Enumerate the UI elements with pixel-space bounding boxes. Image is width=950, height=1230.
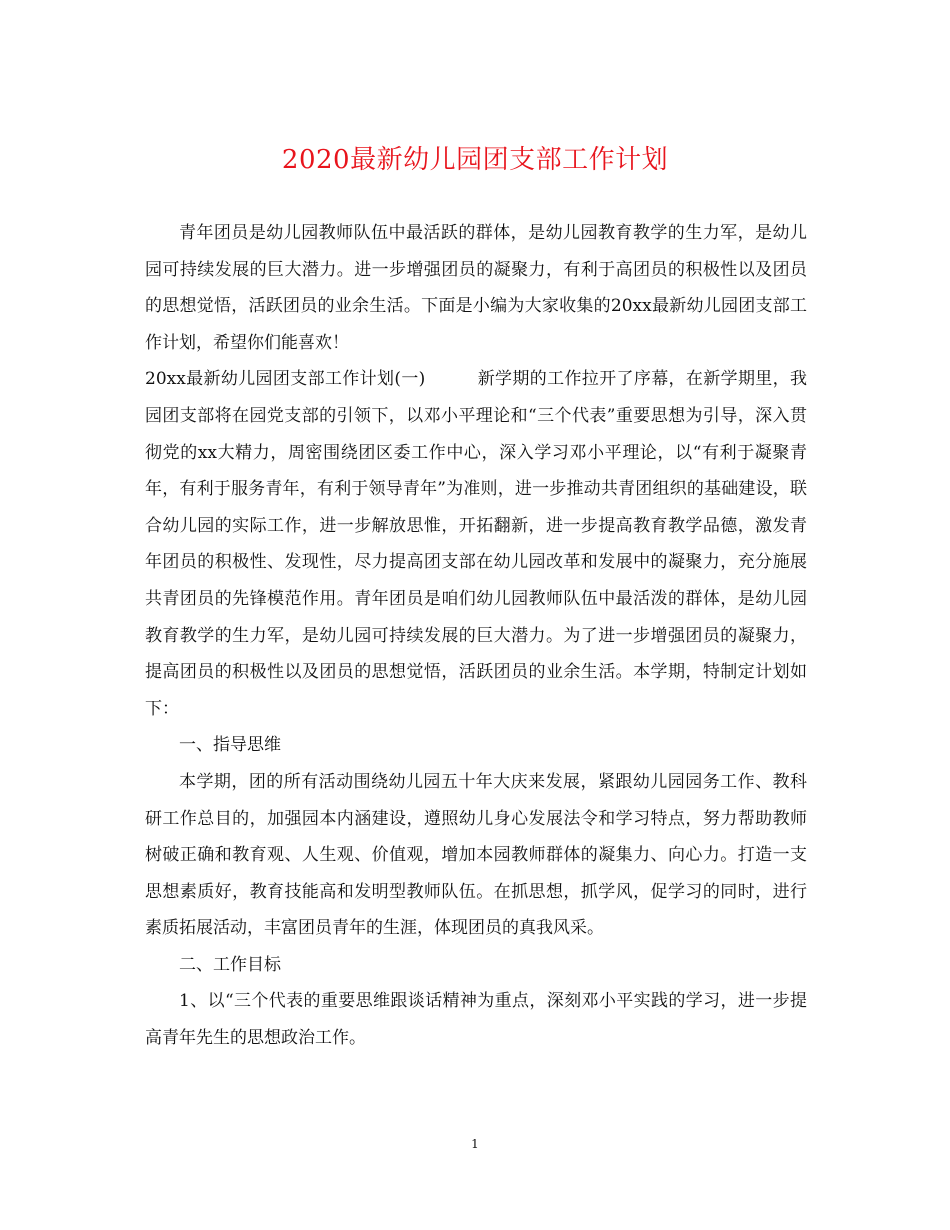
section-heading-work-goals: 二、工作目标 bbox=[179, 954, 281, 975]
document-title: 2020最新幼儿园团支部工作计划 bbox=[281, 145, 669, 175]
section-heading-guiding-thought: 一、指导思维 bbox=[179, 735, 281, 756]
page-number: 1 bbox=[471, 1137, 479, 1151]
paragraph-plan-one: 20xx最新幼儿园团支部工作计划(一) 新学期的工作拉开了序幕，在新学期里，我园团支部将在园党支部的引领下，以邓小平理论和“三个代表”重要思想为引导，深入贯彻党的xx大精力，周密围绕团区委工作中心，深入学习邓小平理论，以“有利于凝聚青年，有利于服务青年，有利于领导青年”为准则，进一步推动共青团组织的基础建设，联合幼儿园的实际工作，进一步解放思惟，开拓翻新，进一步提高教育教学品德，激发青年团员的积极性、发现性，尽力提高团支部在幼儿园改革和发展中的凝聚力，充分施展共青团员的先锋模范作用。青年团员是咱们幼儿园教师队伍中最活泼的群体，是幼儿园教育教学的生力军，是幼儿园可持续发展的巨大潜力。为了进一步增强团员的凝聚力，提高团员的积极性以及团员的思想觉悟，活跃团员的业余生活。本学期，特制定计划如下： bbox=[145, 369, 807, 719]
paragraph-goal-one: 1、以“三个代表的重要思维跟谈话精神为重点，深刻邓小平实践的学习，进一步提高青年先生的思想政治工作。 bbox=[145, 991, 807, 1049]
paragraph-guiding-thought: 本学期，团的所有活动围绕幼儿园五十年大庆来发展，紧跟幼儿园园务工作、教科研工作总目的，加强园本内涵建设，遵照幼儿身心发展法令和学习特点，努力帮助教师树破正确和教育观、人生观、价值观，增加本园教师群体的凝集力、向心力。打造一支思想素质好，教育技能高和发明型教师队伍。在抓思想，抓学风，促学习的同时，进行素质拓展活动，丰富团员青年的生涯，体现团员的真我风采。 bbox=[145, 771, 807, 939]
paragraph-intro: 青年团员是幼儿园教师队伍中最活跃的群体，是幼儿园教育教学的生力军，是幼儿园可持续发展的巨大潜力。进一步增强团员的凝聚力，有利于高团员的积极性以及团员的思想觉悟，活跃团员的业余生活。下面是小编为大家收集的20xx最新幼儿园团支部工作计划，希望你们能喜欢！ bbox=[145, 223, 807, 353]
document-body bbox=[145, 215, 807, 1057]
